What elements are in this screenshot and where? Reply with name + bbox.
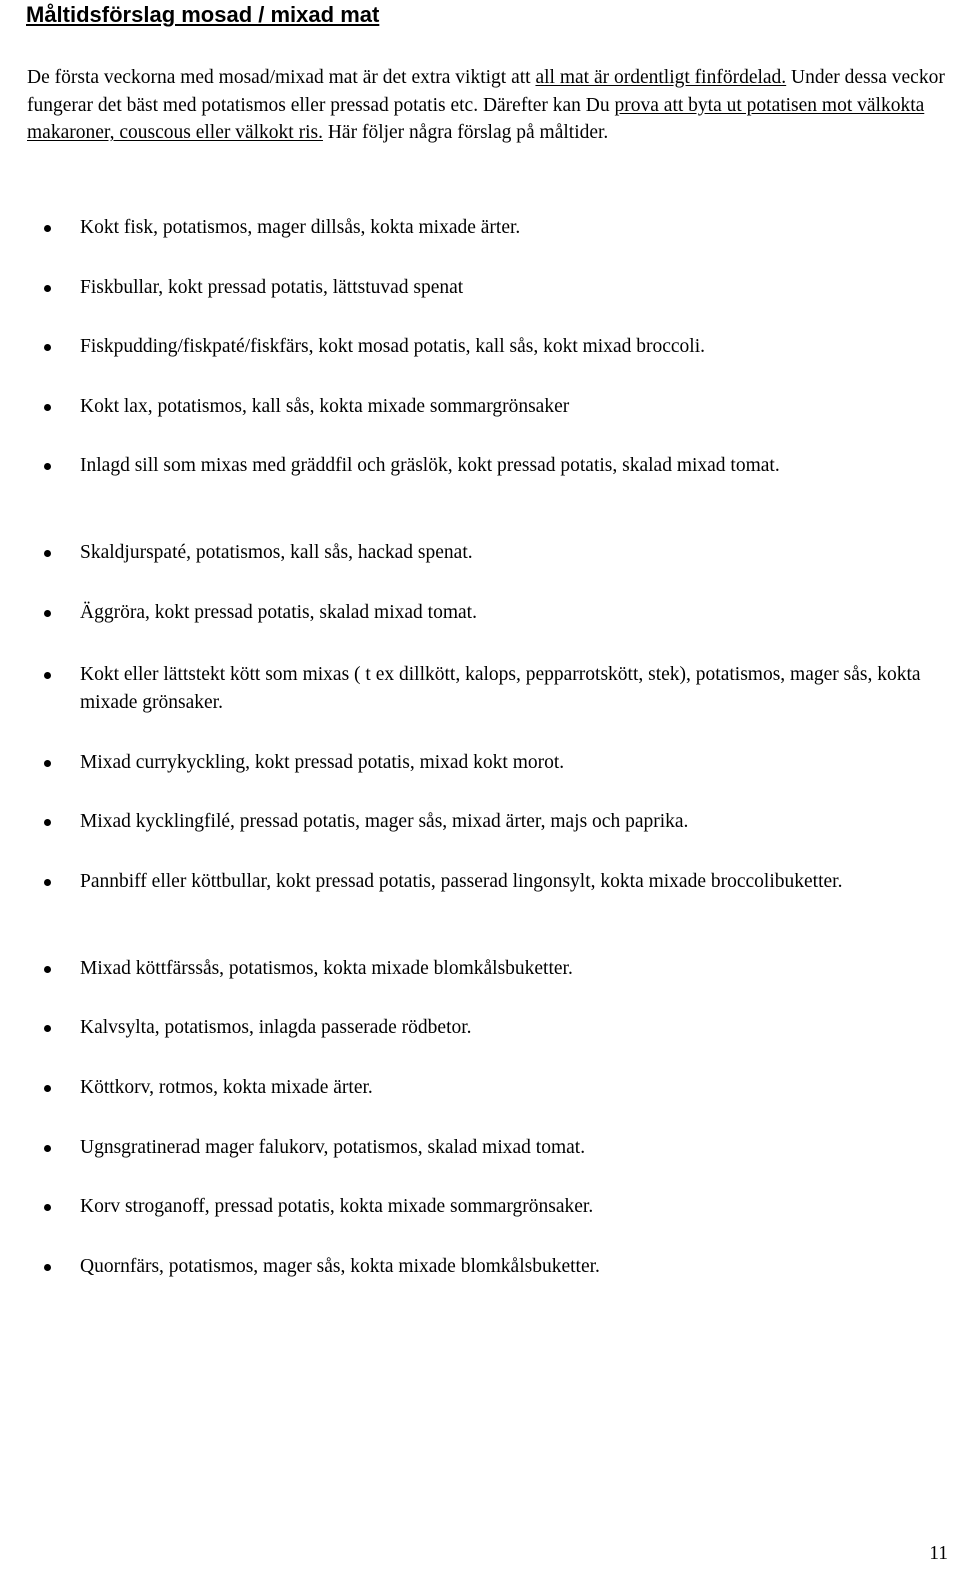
list-item: [80, 333, 940, 361]
list-item-text: Kokt lax, potatismos, kall sås, kokta mixade sommargrönsaker: [80, 396, 570, 417]
list-item: [80, 539, 940, 567]
list-item: [80, 1014, 940, 1042]
list-item: [80, 274, 940, 302]
list-item: [80, 1074, 940, 1102]
list-item-text: Ugnsgratinerad mager falukorv, potatismos, skalad mixad tomat.: [80, 1137, 586, 1158]
bullet-icon: [44, 610, 51, 617]
list-item-text: Köttkorv, rotmos, kokta mixade ärter.: [80, 1077, 373, 1098]
bullet-icon: [44, 1145, 51, 1152]
list-item: [80, 868, 940, 896]
bullet-icon: [44, 1025, 51, 1032]
bullet-icon: [44, 1085, 51, 1092]
page-title: Måltidsförslag mosad / mixad mat: [26, 2, 380, 27]
list-item-text: Mixad kycklingfilé, pressad potatis, mager sås, mixad ärter, majs och paprika.: [80, 811, 689, 832]
intro-text-1: De första veckorna med mosad/mixad mat är det extra viktigt att: [27, 67, 536, 88]
list-item-text: Kokt fisk, potatismos, mager dillsås, kokta mixade ärter.: [80, 217, 521, 238]
page-number: 11: [929, 1543, 948, 1564]
bullet-icon: [44, 672, 51, 679]
intro-underlined-1: all mat är ordentligt finfördelad.: [535, 67, 787, 88]
intro-text-3: Här följer några förslag på måltider.: [322, 122, 609, 143]
bullet-icon: [44, 879, 51, 886]
bullet-icon: [44, 966, 51, 973]
list-item-text: Fiskpudding/fiskpaté/fiskfärs, kokt mosad potatis, kall sås, kokt mixad broccoli.: [80, 336, 706, 357]
list-item-text: Quornfärs, potatismos, mager sås, kokta mixade blomkålsbuketter.: [80, 1256, 600, 1277]
list-item-text: Mixad köttfärssås, potatismos, kokta mixade blomkålsbuketter.: [80, 958, 573, 979]
list-item: [80, 1253, 940, 1281]
list-item-text: Pannbiff eller köttbullar, kokt pressad potatis, passerad lingonsylt, kokta mixade broccolibuketter.: [80, 871, 843, 892]
bullet-icon: [44, 1204, 51, 1211]
list-item-text: Äggröra, kokt pressad potatis, skalad mixad tomat.: [80, 602, 477, 623]
list-item: [80, 214, 940, 242]
bullet-icon: [44, 225, 51, 232]
list-item: [80, 955, 940, 983]
bullet-icon: [44, 404, 51, 411]
bullet-icon: [44, 819, 51, 826]
list-item-text: Inlagd sill som mixas med gräddfil och gräslök, kokt pressad potatis, skalad mixad tomat.: [80, 455, 780, 476]
list-item: [80, 1193, 940, 1221]
list-item: [80, 393, 940, 421]
list-item-text: Skaldjurspaté, potatismos, kall sås, hackad spenat.: [80, 542, 473, 563]
list-item: [80, 1134, 940, 1162]
bullet-icon: [44, 1264, 51, 1271]
bullet-icon: [44, 344, 51, 351]
list-item-text: Korv stroganoff, pressad potatis, kokta mixade sommargrönsaker.: [80, 1196, 594, 1217]
list-item-text: Kokt eller lättstekt kött som mixas ( t ex dillkött, kalops, pepparrotskött, stek), potatismos, mager sås, kokta mixade grönsaker.: [80, 664, 921, 713]
intro-text-2: Under dessa veckor fungerar det bäst med potatismos eller pressad potatis etc. Därefter kan Du: [27, 67, 945, 116]
bullet-icon: [44, 550, 51, 557]
bullet-icon: [44, 760, 51, 767]
list-item-text: Kalvsylta, potatismos, inlagda passerade rödbetor.: [80, 1017, 472, 1038]
list-item: [80, 808, 940, 836]
list-item: [80, 452, 940, 480]
list-item-text: Fiskbullar, kokt pressad potatis, lättstuvad spenat: [80, 277, 464, 298]
list-item-text: Mixad currykyckling, kokt pressad potatis, mixad kokt morot.: [80, 752, 565, 773]
bullet-icon: [44, 463, 51, 470]
intro-underlined-2: prova att byta ut potatisen mot välkokta makaroner, couscous eller välkokt ris.: [27, 94, 925, 143]
bullet-icon: [44, 285, 51, 292]
list-item: [80, 661, 940, 716]
list-item: [80, 599, 940, 627]
list-item: [80, 749, 940, 777]
